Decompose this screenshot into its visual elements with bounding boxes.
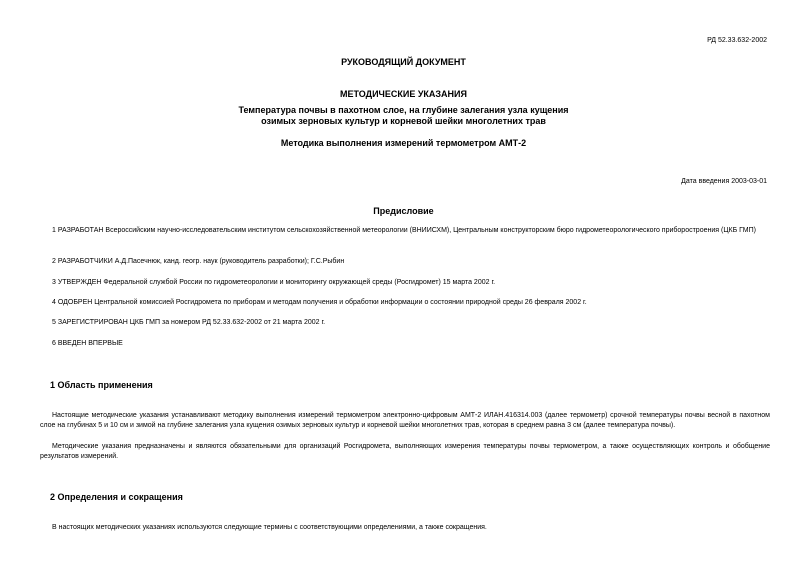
document-title-line-1: Температура почвы в пахотном слое, на глубине залегания узла кущения (238, 105, 569, 115)
foreword-item-3: 3 УТВЕРЖДЕН Федеральной службой России по гидрометеорологии и мониторингу окружающей среды (Росгидромет) 15 марта 2002 г. (52, 279, 496, 286)
foreword-item-5: 5 ЗАРЕГИСТРИРОВАН ЦКБ ГМП за номером РД 52.33.632-2002 от 21 марта 2002 г. (52, 319, 326, 326)
document-header: РУКОВОДЯЩИЙ ДОКУМЕНТ (341, 57, 466, 67)
foreword-item-1: 1 РАЗРАБОТАН Всероссийским научно-исследовательским институтом сельскохозяйственной метеорологии (ВНИИСХМ), Центральным конструкторским бюро гидрометеорологического приборостроения (ЦКБ ГМП) (52, 227, 756, 234)
foreword-item-2: 2 РАЗРАБОТЧИКИ А.Д.Пасечнюк, канд. геогр. наук (руководитель разработки); Г.С.Рыбин (52, 258, 345, 265)
document-method: Методика выполнения измерений термометром АМТ-2 (280, 138, 527, 148)
foreword-heading: Предисловие (373, 206, 434, 216)
document-title-line-2: озимых зерновых культур и корневой шейки многолетних трав (261, 116, 546, 126)
document-type: МЕТОДИЧЕСКИЕ УКАЗАНИЯ (340, 89, 467, 99)
section-1-paragraph-1: Настоящие методические указания устанавливают методику выполнения измерений термометром электронно-цифровым АМТ-2 ИЛАН.416314.003 (далее термометр) срочной температуры почвы весной в пахотном слое на глубинах 5 и 10 см и зимой на глубине залегания узла кущения озимых зерновых культур и корневой шейки многолетних трав, которая в среднем равна 3 см (далее температура почвы). (40, 412, 770, 429)
foreword-item-6: 6 ВВЕДЕН ВПЕРВЫЕ (52, 340, 123, 347)
intro-date: Дата введения 2003-03-01 (681, 178, 767, 185)
section-1-heading: 1 Область применения (50, 380, 153, 390)
foreword-item-4: 4 ОДОБРЕН Центральной комиссией Росгидромета по приборам и методам получения и обработки информации о состоянии природной среды 26 февраля 2002 г. (52, 299, 587, 306)
document-title (0, 105, 807, 127)
section-2-heading: 2 Определения и сокращения (50, 492, 183, 502)
document-code: РД 52.33.632-2002 (707, 37, 767, 44)
section-2-paragraph-1: В настоящих методических указаниях используются следующие термины с соответствующими определениями, а также сокращения. (52, 524, 487, 531)
section-1-paragraph-2: Методические указания предназначены и являются обязательными для организаций Росгидромета, выполняющих измерения температуры почвы термометром, а также осуществляющих контроль и обобщение результатов измерений. (40, 443, 770, 460)
